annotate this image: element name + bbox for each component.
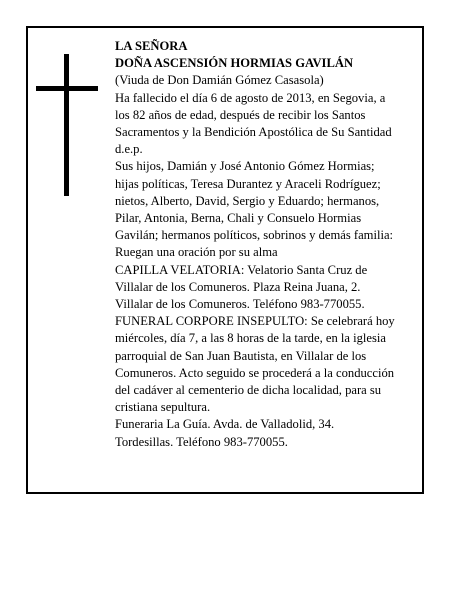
deceased-name: DOÑA ASCENSIÓN HORMIAS GAVILÁN [115,56,354,71]
cross-horizontal-bar [36,86,98,91]
chapel-line: CAPILLA VELATORIA: Velatorio Santa Cruz de [115,262,368,277]
death-announcement-line: Ha fallecido el día 6 de agosto de 2013, en Segovia, a [115,90,386,105]
chapel-line: Villalar de los Comuneros. Teléfono 983-770055. [115,297,365,312]
notice-text [115,38,405,451]
family-line: nietos, Alberto, David, Sergio y Eduardo; hermanos, [115,193,380,208]
family-line: Gavilán; hermanos políticos, sobrinos y demás familia: [115,228,394,243]
rip-line: d.e.p. [115,142,143,157]
funeral-line: del cadáver al cementerio de dicha localidad, para su [115,383,382,398]
death-announcement-line: Sacramentos y la Bendición Apostólica de Su Santidad [115,125,392,140]
funeral-line: parroquial de San Juan Bautista, en Villalar de los [115,348,367,363]
death-announcement-line: los 82 años de edad, después de recibir los Santos [115,107,366,122]
cross-icon [36,54,98,196]
funeral-home-line: Funeraria La Guía. Avda. de Valladolid, 34. [115,417,335,432]
widow-note: (Viuda de Don Damián Gómez Casasola) [115,73,324,88]
funeral-line: FUNERAL CORPORE INSEPULTO: Se celebrará hoy [115,314,395,329]
funeral-line: cristiana sepultura. [115,400,211,415]
funeral-line: miércoles, día 7, a las 8 horas de la tarde, en la iglesia [115,331,387,346]
family-line: Sus hijos, Damián y José Antonio Gómez Hormias; [115,159,375,174]
funeral-home-line: Tordesillas. Teléfono 983-770055. [115,434,288,449]
family-line: hijas políticas, Teresa Durantez y Araceli Rodríguez; [115,176,381,191]
prayer-request: Ruegan una oración por su alma [115,245,278,260]
notice-title: LA SEÑORA [115,39,188,53]
funeral-line: Comuneros. Acto seguido se procederá a la conducción [115,365,395,380]
cross-vertical-bar [64,54,69,196]
chapel-line: Villalar de los Comuneros. Plaza Reina Juana, 2. [115,279,361,294]
family-line: Pilar, Antonia, Berna, Chali y Consuelo Hormias [115,211,362,226]
